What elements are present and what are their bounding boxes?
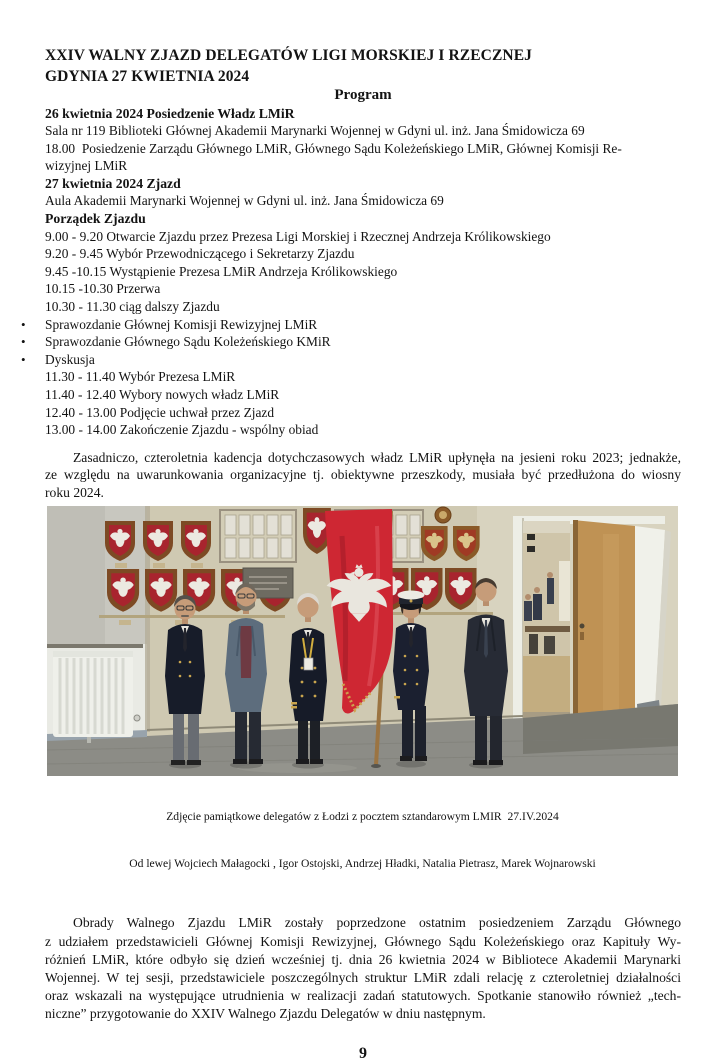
program-line: 13.00 - 14.00 Zakończenie Zjazdu - wspólny obiad xyxy=(45,422,319,438)
group-photo-image xyxy=(47,506,678,776)
door-handle xyxy=(580,623,585,628)
program-heading: Program xyxy=(334,87,392,103)
paragraph-obrady xyxy=(45,914,681,1023)
program-line: 11.30 - 11.40 Wybór Prezesa LMiR xyxy=(45,369,236,385)
program-line: 9.45 -10.15 Wystąpienie Prezesa LMiR Andrzeja Królikowskiego xyxy=(45,263,398,279)
radiator xyxy=(53,651,140,743)
paragraph-line: roku 2024. xyxy=(45,484,104,500)
paragraph-line: Obrady Walnego Zjazdu LMiR zostały poprzedzone ostatnim posiedzeniem Zarządu Głównego xyxy=(73,915,681,931)
title-line-1: XXIV WALNY ZJAZD DELEGATÓW LIGI MORSKIEJ I RZECZNEJ xyxy=(45,47,532,64)
program-line: 26 kwietnia 2024 Posiedzenie Władz LMiR xyxy=(45,105,295,121)
program-line: 12.40 - 13.00 Podjęcie uchwał przez Zjazd xyxy=(45,404,275,420)
title-line-2: GDYNIA 27 KWIETNIA 2024 xyxy=(45,67,250,85)
program-line: Porządek Zjazdu xyxy=(45,211,146,227)
navy-cap xyxy=(398,590,425,610)
paragraph-kadencja xyxy=(45,449,681,502)
paragraph-line: z udziałem przedstawicieli Głównej Komisji Rewizyjnej, Głównego Sądu Koleżeńskiego oraz Kapituły Wy- xyxy=(45,933,681,949)
program-line: Aula Akademii Marynarki Wojennej w Gdyni ul. inż. Jana Śmidowicza 69 xyxy=(45,193,444,209)
paragraph-line: Zasadniczo, czteroletnia kadencja dotychczasowych władz LMiR upłynęła na jesieni roku 2023; jednakże, xyxy=(73,449,681,465)
paragraph-line: oraz wskazali na występujące utrudnienia w realizacji zadań statutowych. Spotkanie stanowiło również „tech- xyxy=(45,988,681,1004)
program-line: 9.00 - 9.20 Otwarcie Zjazdu przez Prezesa Ligi Morskiej i Rzecznej Andrzeja Królikowskiego xyxy=(45,228,551,244)
program-line: • Dyskusja xyxy=(45,351,681,369)
photo-caption-line-2: Od lewej Wojciech Małagocki , Igor Ostojski, Andrzej Hładki, Natalia Pietrasz, Marek Wojnarowski xyxy=(129,856,596,870)
program-line: 27 kwietnia 2024 Zjazd xyxy=(45,175,181,191)
page-number: 9 xyxy=(359,1044,367,1062)
paragraph-line: ze względu na uwarunkowania organizacyjne tj. obiektywne przeszkody, musiała być przedłużona do wiosny xyxy=(45,467,681,483)
program-line: • Sprawozdanie Głównego Sądu Koleżeńskiego KMiR xyxy=(45,333,681,351)
program-line: 9.20 - 9.45 Wybór Przewodniczącego i Sekretarzy Zjazdu xyxy=(45,246,355,262)
document-title xyxy=(45,46,681,87)
paragraph-line: Wojennej. W tej sesji, przedstawiciele poszczególnych struktur LMiR zdali relację z czteroletniej działalności xyxy=(45,969,681,985)
program-line: 11.40 - 12.40 Wybory nowych władz LMiR xyxy=(45,387,280,402)
program-line: • Sprawozdanie Głównej Komisji Rewizyjnej LMiR xyxy=(45,316,681,334)
wall-socket xyxy=(134,715,140,721)
program-schedule xyxy=(45,105,681,439)
paragraph-line: niczne” przygotowanie do XXIV Walnego Zjazdu Delegatów w dniu następnym. xyxy=(45,1006,486,1022)
open-door xyxy=(513,516,671,724)
program-line: 10.15 -10.30 Przerwa xyxy=(45,281,161,297)
photo-caption-line-1: Zdjęcie pamiątkowe delegatów z Łodzi z pocztem sztandarowym LMIR 27.IV.2024 xyxy=(166,809,559,823)
doorway-room xyxy=(523,521,570,718)
program-line: 10.30 - 11.30 ciąg dalszy Zjazdu xyxy=(45,299,220,315)
photo-caption xyxy=(47,778,678,903)
group-photo-figure xyxy=(47,506,678,903)
program-line: wizyjnej LMiR xyxy=(45,158,128,174)
program-line: Sala nr 119 Biblioteki Głównej Akademii Marynarki Wojennej w Gdyni ul. inż. Jana Śmidowicza 69 xyxy=(45,123,585,139)
program-line: 18.00 Posiedzenie Zarządu Głównego LMiR, Głównego Sądu Koleżeńskiego LMiR, Głównej Komisji Re- xyxy=(45,140,622,156)
paragraph-line: różnień LMiR, które odbyło się dzień wcześniej tj. dnia 26 kwietnia 2024 w Bibliotece Akademii Marynarki xyxy=(45,951,681,967)
